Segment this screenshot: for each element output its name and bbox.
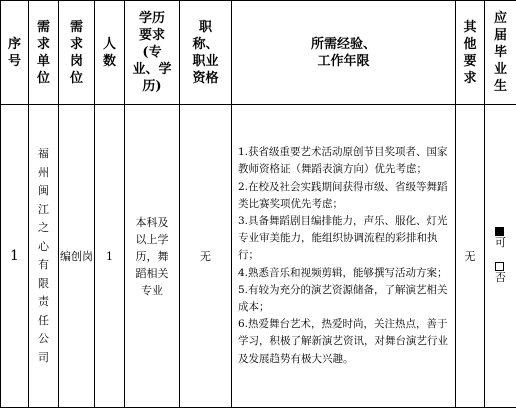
row-seq: 1: [1, 105, 29, 408]
header-graduate: 应届毕业生: [485, 1, 516, 105]
row-requirements: [232, 105, 456, 408]
requirement-item: 2.在校及社会实践期间获得市级、省级等舞蹈类比赛奖项优先考虑；: [238, 180, 448, 210]
row-post: 编创岗: [59, 105, 95, 408]
checkbox-checked-icon: [495, 227, 504, 236]
graduate-option-no: 否: [495, 262, 506, 285]
requirement-item: 6.热爱舞台艺术，热爱时尚，关注热点，善于学习，积极了解新演艺资讯，对舞台演艺行业及发展趋势有极大兴趣。: [238, 318, 448, 365]
header-post: 需求岗位: [59, 1, 95, 105]
header-education: 学历 要求 (专 业、学 历): [125, 1, 180, 105]
header-seq: 序号: [1, 1, 29, 105]
requirement-item: 1.获省级重要艺术活动原创节目奖项者、国家教师资格证（舞蹈表演方向）优先考虑；: [238, 146, 448, 176]
header-row: [1, 1, 516, 105]
row-title: 无: [180, 105, 232, 408]
header-experience: 所需经验、 工作年限: [232, 1, 456, 105]
row-count: 1: [95, 105, 125, 408]
requirement-item: 5.有较为充分的演艺资源储备，了解演艺相关成本；: [238, 283, 448, 313]
row-unit: 福州闽江之心有限责任公司: [29, 105, 59, 408]
header-other: 其他要求: [456, 1, 485, 105]
row-education: 本科及 以上学 历，舞 蹈相关 专业: [125, 105, 180, 408]
row-other: 无: [456, 105, 485, 408]
checkbox-empty-icon: [495, 262, 504, 271]
header-count: 人数: [95, 1, 125, 105]
requirement-item: 4.熟悉音乐和视频剪辑，能够撰写活动方案；: [238, 266, 448, 279]
graduate-option-yes: 可: [495, 227, 506, 250]
requirement-item: 3.具备舞蹈剧目编排能力，声乐、服化、灯光专业审美能力，能组织协调流程的彩排和执行；: [238, 214, 448, 262]
header-unit: 需求单位: [29, 1, 59, 105]
header-title: 职 称、 职业 资格: [180, 1, 232, 105]
row-graduate: [485, 105, 516, 408]
table-row: [1, 105, 516, 408]
